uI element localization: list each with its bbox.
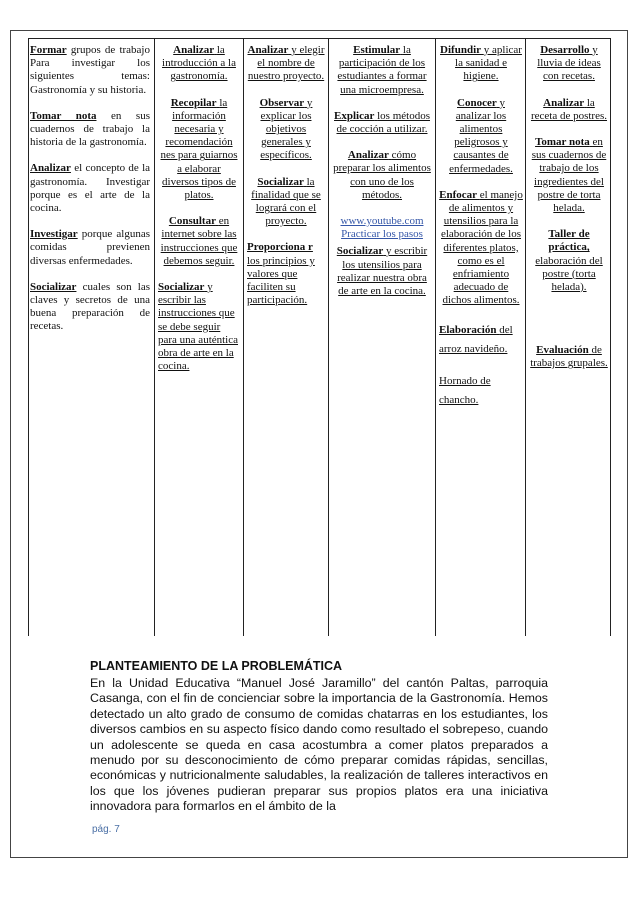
cell-text: el manejo de alimentos y utensilios para la elaboración de los diferentes platos, como es el enfriamiento adecuado de dichos alimentos. xyxy=(440,188,523,307)
cell-text: cuales son las claves y secretos de una buena preparación de recetas. xyxy=(30,280,151,333)
practice-link[interactable]: Practicar los pasos xyxy=(341,228,423,241)
cell-text: y escribir las instrucciones que se debe seguir para una auténtica obra de arte en la cocina. xyxy=(158,281,239,373)
keyword: Analizar xyxy=(247,44,289,56)
keyword: Tomar nota xyxy=(535,136,590,149)
keyword: Investigar xyxy=(30,228,78,241)
cell-text: la introducción a la gastronomía. xyxy=(162,44,236,83)
keyword: Consultar xyxy=(168,215,216,228)
cell-text: en internet sobre las instrucciones que debemos seguir. xyxy=(160,215,238,267)
page-number: pág. 7 xyxy=(92,824,120,835)
table-divider xyxy=(525,38,526,636)
table-divider xyxy=(328,38,329,636)
cell-text: porque algunas comidas previenen diversas enfermedades. xyxy=(30,228,150,267)
cell-text: elaboración del postre (torta helada). xyxy=(535,254,603,294)
keyword: Proporciona r xyxy=(247,241,313,254)
cell-text: la receta de postres. xyxy=(530,96,608,122)
table-column-4 xyxy=(332,44,432,311)
cell-text: y explicar los objetivos generales y específicos. xyxy=(260,96,313,162)
table-divider xyxy=(243,38,244,636)
cell-text: y lluvia de ideas con recetas. xyxy=(537,44,601,83)
keyword: Formar xyxy=(30,44,67,56)
keyword: Elaboración xyxy=(439,323,497,336)
keyword: Socializar xyxy=(158,281,205,294)
section-title: PLANTEAMIENTO DE LA PROBLEMÁTICA xyxy=(90,659,343,673)
cell-text: la información necesaria y recomendación nes para guiarnos a elaborar diversos tipos de platos. xyxy=(160,96,238,202)
keyword: Conocer xyxy=(457,96,497,109)
cell-text: la participación de los estudiantes a formar una microempresa. xyxy=(337,44,427,96)
cell-text: de trabajos grupales. xyxy=(530,344,608,370)
cell-text: y aplicar la sanidad e higiene. xyxy=(455,44,522,83)
cell-text: la finalidad que se logrará con el proyecto. xyxy=(251,175,321,228)
keyword: Socializar xyxy=(30,280,77,293)
youtube-link[interactable]: www.youtube.com xyxy=(340,215,424,228)
section-body: En la Unidad Educativa “Manuel José Jaramillo” del cantón Paltas, parroquia Casanga, con el fin de concienciar sobre la importancia de la Gastronomía. Hemos detectado un alto grado de consumo de comidas chatarras en los estudiantes, los diversos cambios en su aspecto físico dando como resultado el sobrepeso, cuando un adolescente se queda en casa acostumbra a comer platos preparados a menudo por su desconocimiento de cómo preparar comidas rápidas, sencillas, económicas y nutricionalmente saludables, la realización de talleres interactivos en los que los jóvenes pudieran preparar sus propios platos era una iniciativa innovadora para formarlos en el ámbito de la xyxy=(90,676,548,814)
keyword: Analizar xyxy=(347,149,389,162)
keyword: Analizar xyxy=(543,96,585,109)
keyword: Desarrollo xyxy=(540,44,590,56)
table-divider xyxy=(154,38,155,636)
cell-text: grupos de trabajo Para investigar los siguientes temas: Gastronomía y su historia. xyxy=(30,44,150,96)
table-column-2 xyxy=(158,44,240,386)
keyword: Tomar nota xyxy=(30,109,97,122)
table-divider xyxy=(435,38,436,636)
cell-text: Hornado de chancho. xyxy=(439,374,491,406)
cell-text: en sus cuadernos de trabajo la historia de la gastronomía. xyxy=(30,109,150,149)
cell-text: en sus cuadernos de trabajo de los ingredientes del postre de torta helada. xyxy=(531,136,607,215)
table-right-border xyxy=(610,38,611,636)
keyword: Difundir xyxy=(440,44,482,56)
keyword: Explicar xyxy=(334,109,375,122)
cell-text: y escribir los utensilios para realizar nuestra obra de arte en la cocina. xyxy=(337,245,428,298)
table-column-5 xyxy=(439,44,523,423)
keyword: Observar xyxy=(259,96,305,109)
keyword: Enfocar xyxy=(439,188,478,201)
cell-text: del arroz navideño. xyxy=(439,323,513,355)
table-column-3 xyxy=(247,44,325,320)
keyword: Socializar xyxy=(336,245,384,258)
table-left-border xyxy=(28,38,29,636)
keyword: Socializar xyxy=(257,175,304,188)
cell-text: y elegir el nombre de nuestro proyecto. xyxy=(247,44,325,83)
table-top-border xyxy=(28,38,610,39)
cell-text: cómo preparar los alimentos con uno de los métodos. xyxy=(333,149,431,201)
keyword: Analizar xyxy=(173,44,215,56)
cell-text: los métodos de cocción a utilizar. xyxy=(336,109,430,136)
keyword: Analizar xyxy=(30,162,71,175)
keyword: Recopilar xyxy=(170,96,217,109)
table-column-1 xyxy=(30,44,150,347)
keyword: Evaluación xyxy=(536,344,589,357)
keyword: Taller de práctica, xyxy=(548,228,590,254)
cell-text: los principios y valores que faciliten su participación. xyxy=(247,254,315,307)
keyword: Estimular xyxy=(353,44,401,56)
table-column-6 xyxy=(529,44,609,384)
cell-text: el concepto de la gastronomía. Investigar porque es el arte de la cocina. xyxy=(30,162,151,215)
cell-text: y analizar los alimentos peligrosos y causantes de enfermedades. xyxy=(449,96,513,175)
